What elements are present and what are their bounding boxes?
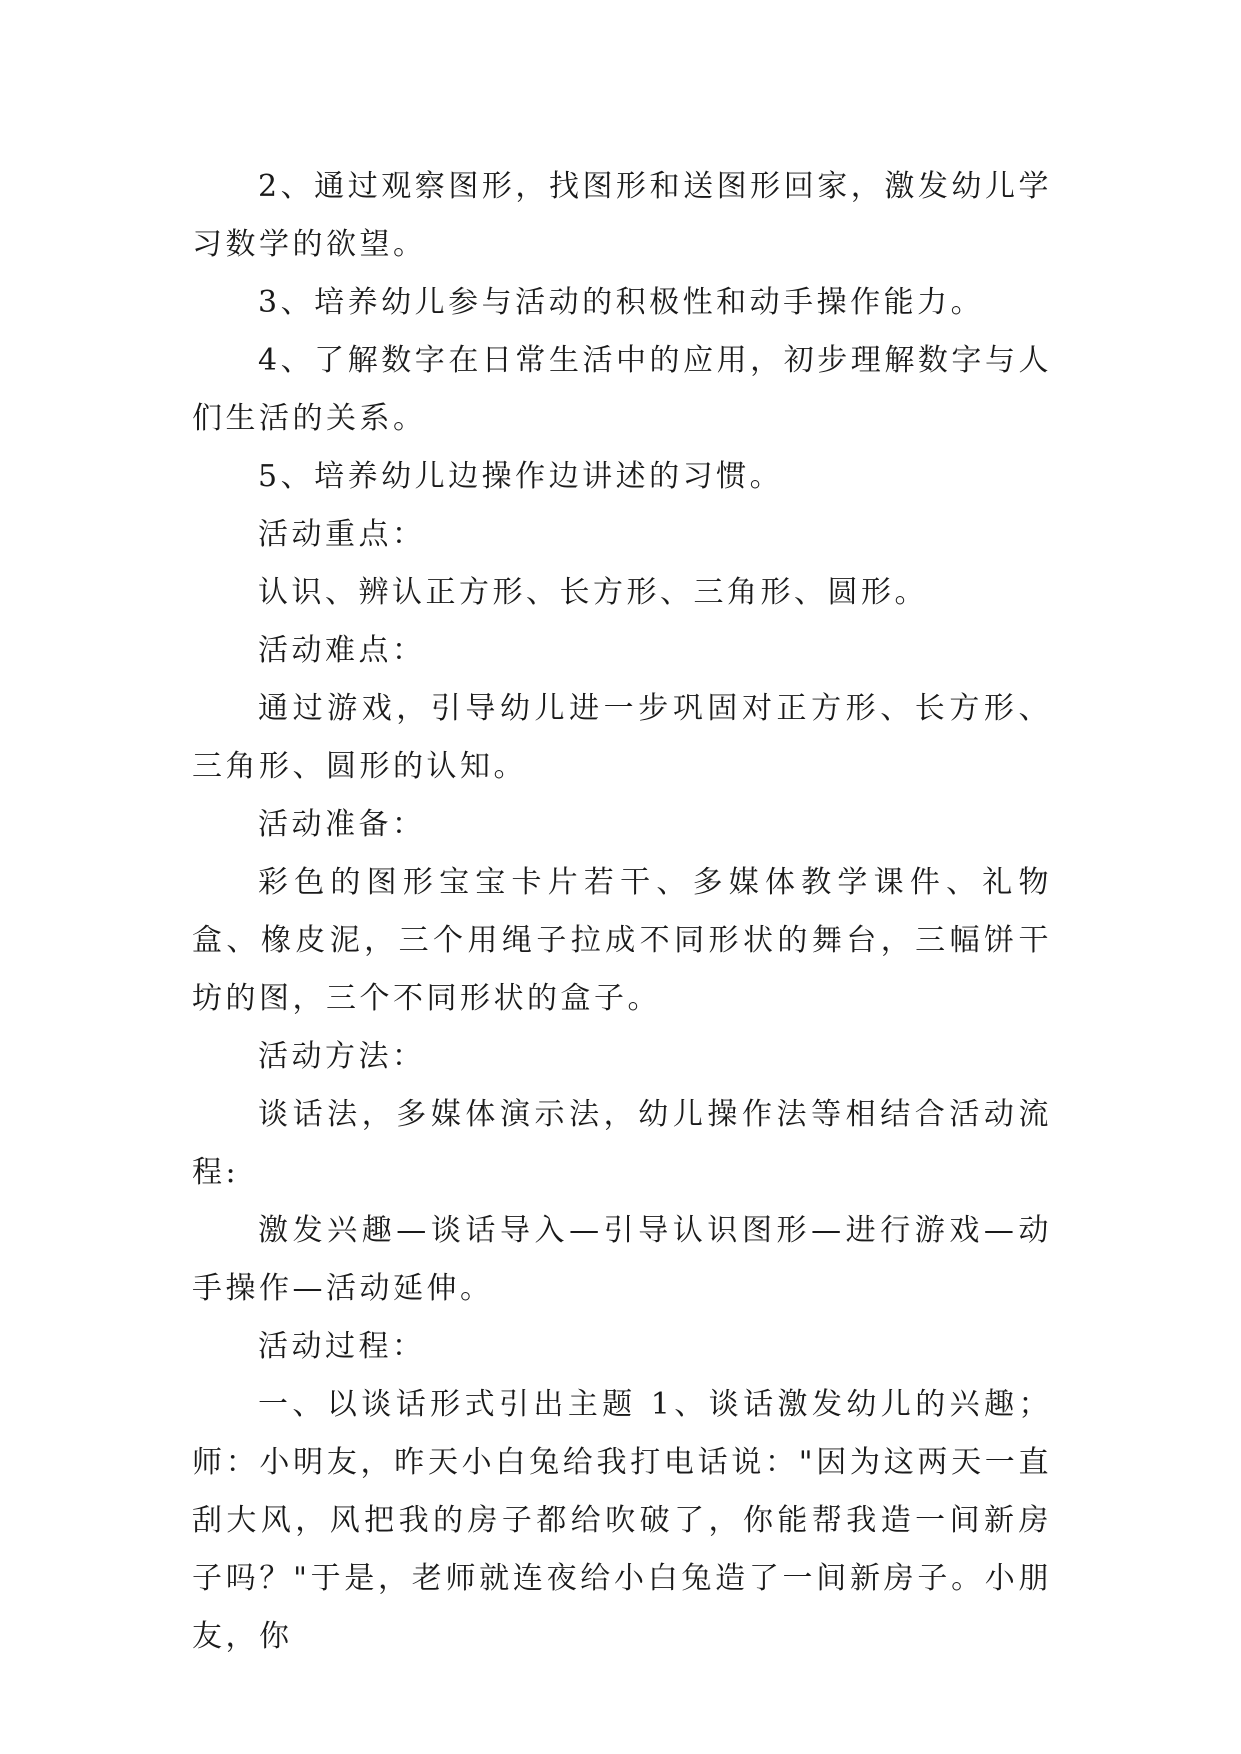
paragraph-goal-5: 5、培养幼儿边操作边讲述的习惯。 bbox=[258, 459, 784, 494]
paragraph-methods: 谈话法，多媒体演示法，幼儿操作法等相结合活动流程: bbox=[192, 1097, 1052, 1190]
paragraph-goal-3: 3、培养幼儿参与活动的积极性和动手操作能力。 bbox=[258, 285, 985, 320]
paragraph-key-points: 认识、辨认正方形、长方形、三角形、圆形。 bbox=[258, 575, 928, 610]
heading-process: 活动过程： bbox=[258, 1329, 426, 1364]
paragraph-goal-4: 4、了解数字在日常生活中的应用，初步理解数字与人们生活的关系。 bbox=[192, 343, 1052, 436]
heading-key-points: 活动重点： bbox=[258, 517, 426, 552]
paragraph-difficulties: 通过游戏，引导幼儿进一步巩固对正方形、长方形、三角形、圆形的认知。 bbox=[192, 691, 1052, 784]
paragraph-flow: 激发兴趣—谈话导入—引导认识图形—进行游戏—动手操作—活动延伸。 bbox=[192, 1213, 1052, 1306]
document-body bbox=[192, 158, 1052, 1666]
paragraph-preparation: 彩色的图形宝宝卡片若干、多媒体教学课件、礼物盒、橡皮泥，三个用绳子拉成不同形状的舞台，三幅饼干坊的图，三个不同形状的盒子。 bbox=[192, 865, 1052, 1016]
heading-methods: 活动方法： bbox=[258, 1039, 426, 1074]
heading-preparation: 活动准备： bbox=[258, 807, 426, 842]
paragraph-goal-2: 2、通过观察图形，找图形和送图形回家，激发幼儿学习数学的欲望。 bbox=[192, 169, 1052, 262]
heading-difficulties: 活动难点： bbox=[258, 633, 426, 668]
paragraph-process-1: 一、以谈话形式引出主题 1、谈话激发幼儿的兴趣；师：小明友，昨天小白兔给我打电话说："因为这两天一直刮大风，风把我的房子都给吹破了，你能帮我造一间新房子吗？"于是，老师就连夜给小白兔造了一间新房子。小朋友，你 bbox=[192, 1387, 1052, 1654]
